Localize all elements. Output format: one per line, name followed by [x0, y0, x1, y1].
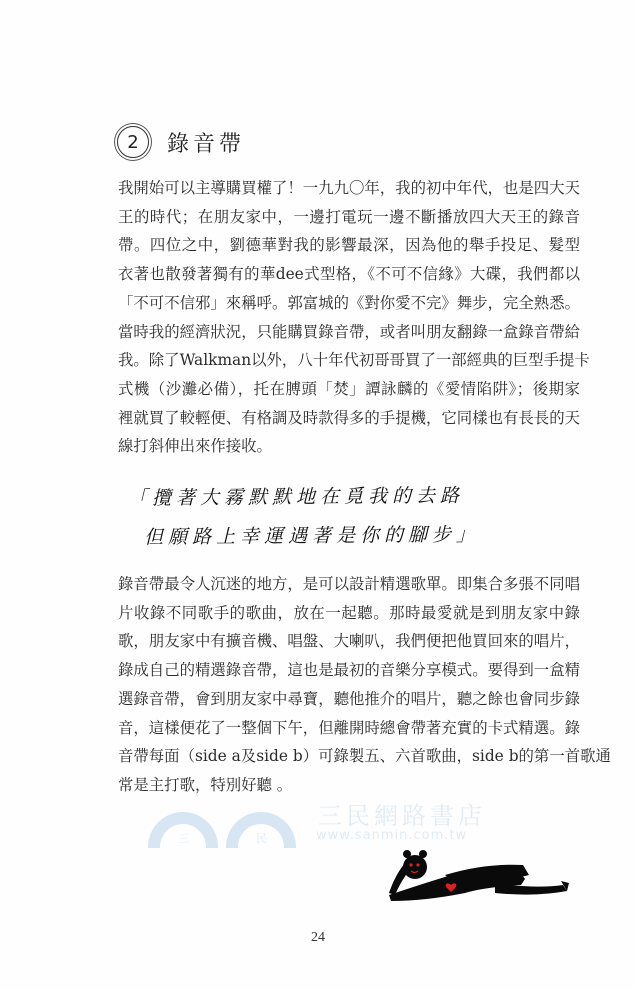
section-number: 2: [127, 131, 139, 153]
quote-line-2: 但願路上幸運遇著是你的腳步」: [143, 523, 481, 549]
text-line: 王的時代；在朋友家中，一邊打電玩一邊不斷播放四大天王的錄音: [118, 207, 580, 226]
text-line: 「不可不信邪」來稱呼。郭富城的《對你愛不完》舞步，完全熟悉。: [118, 293, 580, 312]
watermark-arc-char: 民: [256, 832, 267, 845]
text-line: 片收錄不同歌手的歌曲，放在一起聽。那時最愛就是到朋友家中錄: [118, 603, 580, 622]
text-line: 當時我的經濟狀況，只能購買錄音帶，或者叫朋友翻錄一盒錄音帶給: [118, 322, 580, 341]
text-line: 我開始可以主導購買權了！一九九〇年，我的初中年代，也是四大天: [118, 179, 580, 197]
text-line: 式機（沙灘必備），托在膊頭「焚」譚詠麟的《愛情陷阱》；後期家: [118, 379, 580, 398]
text-line: 歌，朋友家中有擴音機、唱盤、大喇叭，我們便把他買回來的唱片，: [118, 632, 580, 651]
text-line: 衣著也散發著獨有的華dee式型格，《不可不信緣》大碟，我們都以: [118, 265, 580, 284]
text-line: 音帶每面（side a及side b）可錄製五、六首歌曲，side b的第一首歌通: [118, 747, 611, 766]
text-line: 線打斜伸出來作接收。: [118, 437, 272, 456]
text-line: 帶。四位之中，劉德華對我的影響最深，因為他的舉手投足、髮型: [118, 236, 580, 255]
paragraph-2: [118, 570, 611, 800]
section-heading: [117, 126, 245, 158]
handwritten-lyric-quote: [128, 482, 480, 548]
quote-line-1: 「攬著大霧默默地在覓我的去路: [127, 484, 465, 510]
paragraph-1: [118, 174, 590, 461]
page-number: 24: [311, 930, 325, 945]
text-line: 我。除了Walkman以外，八十年代初哥哥買了一部經典的巨型手提卡: [118, 351, 590, 370]
section-number-badge: [117, 126, 149, 158]
text-line: 選錄音帶，會到朋友家中尋寶，聽他推介的唱片，聽之餘也會同步錄: [118, 689, 580, 708]
text-line: 裡就買了較輕便、有格調及時款得多的手提機，它同樣也有長長的天: [118, 408, 580, 427]
watermark-url: www.sanmin.com.tw: [316, 828, 468, 843]
text-line: 錄音帶最令人沉迷的地方，是可以設計精選歌單。即集合多張不同唱: [118, 575, 580, 593]
text-line: 音，這樣便花了一整個下午，但離開時總會帶著充實的卡式精選。錄: [118, 718, 580, 737]
text-line: 常是主打歌，特別好聽 。: [118, 775, 293, 794]
text-line: 錄成自己的精選錄音帶，這也是最初的音樂分享模式。要得到一盒精: [118, 661, 580, 680]
watermark-arc-char: 三: [178, 832, 189, 845]
reclining-bear-icon: [385, 845, 575, 905]
section-title: 錄音帶: [167, 131, 246, 157]
watermark-title: 三民網路書店: [318, 802, 486, 830]
sanmin-watermark: [148, 796, 488, 852]
